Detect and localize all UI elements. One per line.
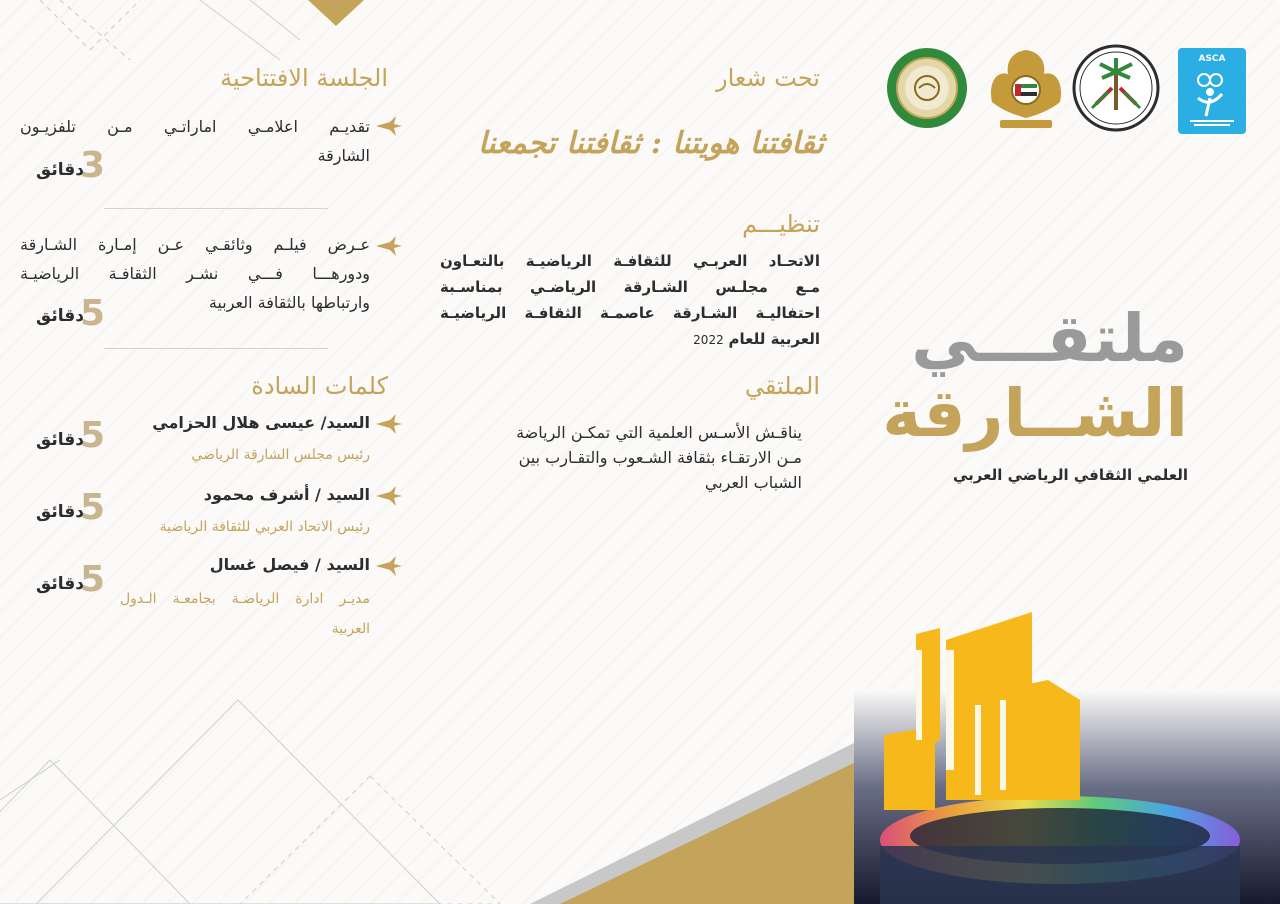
- laurel-wreath-icon: [884, 44, 970, 132]
- star-bullet-icon: [376, 556, 402, 576]
- minutes-number: 5: [80, 415, 106, 456]
- opening-item-line: ودورهـــا فـــي نشـر الثقافـة الرياضيـة: [20, 264, 370, 283]
- speaker-name: السيد/ عيسى هلال الحزامي: [152, 413, 370, 432]
- minutes-label: دقائق: [36, 502, 84, 522]
- star-bullet-icon: [376, 414, 402, 434]
- minutes-number: 5: [80, 487, 106, 528]
- opening-item-line: وارتباطها بالثقافة العربية: [208, 293, 370, 312]
- organization-line: احتفاليـة الشـارقة عاصمـة الثقافـة الرياضيـة: [440, 304, 820, 322]
- title-line-2: الشــارقة: [882, 375, 1188, 452]
- organization-line: الاتحـاد العربـي للثقافـة الرياضيـة بالتعـاون: [440, 252, 820, 270]
- forum-heading: الملتقي: [744, 372, 820, 400]
- top-dashed-lines: [40, 0, 140, 60]
- title-line-1: ملتقـــي: [911, 300, 1188, 377]
- gold-slope: [560, 760, 860, 904]
- speaker-role: رئيس الاتحاد العربي للثقافة الرياضية: [159, 519, 370, 535]
- under-slogan-heading: تحت شعار: [716, 64, 820, 92]
- minutes-number: 3: [80, 145, 106, 186]
- forum-line: مـن الارتقـاء بثقافة الشـعوب والتقـارب بين: [518, 448, 802, 467]
- palm-tree-icon: [1072, 44, 1160, 132]
- slogan: ثقافتنا هويتنا : ثقافتنا تجمعنا: [478, 126, 824, 161]
- opening-item-line: عـرض فيلـم وثائقـي عـن إمـارة الشـارقة: [20, 235, 370, 254]
- divider: [104, 348, 328, 349]
- forum-line: الشباب العربي: [704, 473, 802, 492]
- minutes-number: 5: [80, 293, 106, 334]
- speaker-role-block: [120, 584, 370, 644]
- bottom-dashed-diamond: [240, 776, 500, 904]
- title-subtitle: العلمي الثقافي الرياضي العربي: [952, 466, 1188, 484]
- uae-emblem-logo: [982, 44, 1068, 132]
- minutes-label: دقائق: [36, 306, 84, 326]
- speaker-role: رئيس مجلس الشارقة الرياضي: [191, 447, 370, 463]
- organization-heading: تنظيـــم: [742, 210, 820, 238]
- organization-text: [440, 248, 820, 353]
- speaker-name: السيد / أشرف محمود: [203, 485, 370, 504]
- star-bullet-icon: [376, 236, 402, 256]
- opening-session-heading: الجلسة الافتتاحية: [220, 64, 388, 92]
- asca-caption: ASCA: [1198, 54, 1226, 64]
- speaker-name: السيد / فيصل غسال: [209, 555, 370, 574]
- organization-line: مـع مجلـس الشـارقة الرياضـي بمناسـبة: [440, 278, 820, 296]
- asca-figure-icon: [1178, 64, 1246, 134]
- speaker-role: العربية: [331, 621, 370, 637]
- organization-line: العربية للعام: [728, 330, 820, 348]
- bottom-diamonds: [0, 700, 440, 904]
- grey-slope: [530, 740, 860, 904]
- stadium-lights: [880, 796, 1240, 884]
- minutes-label: دقائق: [36, 574, 84, 594]
- speaker-role: مديـر ادارة الرياضـة بجامعـة الـدول: [120, 591, 370, 607]
- top-solid-lines: [200, 0, 300, 60]
- star-bullet-icon: [376, 486, 402, 506]
- minutes-label: دقائق: [36, 160, 84, 180]
- speeches-heading: كلمات السادة: [251, 372, 388, 400]
- stadium-background: [854, 690, 1280, 904]
- asca-logo: [1178, 48, 1246, 134]
- forum-text: [442, 420, 802, 495]
- star-bullet-icon: [376, 116, 402, 136]
- opening-item-line: الشارقة: [317, 146, 370, 165]
- falcon-emblem-icon: [982, 44, 1070, 134]
- divider: [104, 208, 328, 209]
- opening-item-line: تقديـم اعلامـي اماراتـي مـن تلفزيـون: [20, 117, 370, 136]
- arab-league-logo: [884, 44, 970, 132]
- organization-year: 2022: [693, 333, 724, 347]
- top-triangle-decoration: [308, 0, 364, 26]
- organization-last-line: [440, 326, 820, 353]
- opening-item-2: [20, 230, 370, 317]
- yellow-buildings-graphic: [884, 612, 1080, 810]
- minutes-label: دقائق: [36, 430, 84, 450]
- minutes-number: 5: [80, 559, 106, 600]
- sharjah-sports-council-logo: [1072, 44, 1158, 132]
- forum-line: يناقـش الأسـس العلمية التي تمكـن الرياضة: [516, 423, 802, 442]
